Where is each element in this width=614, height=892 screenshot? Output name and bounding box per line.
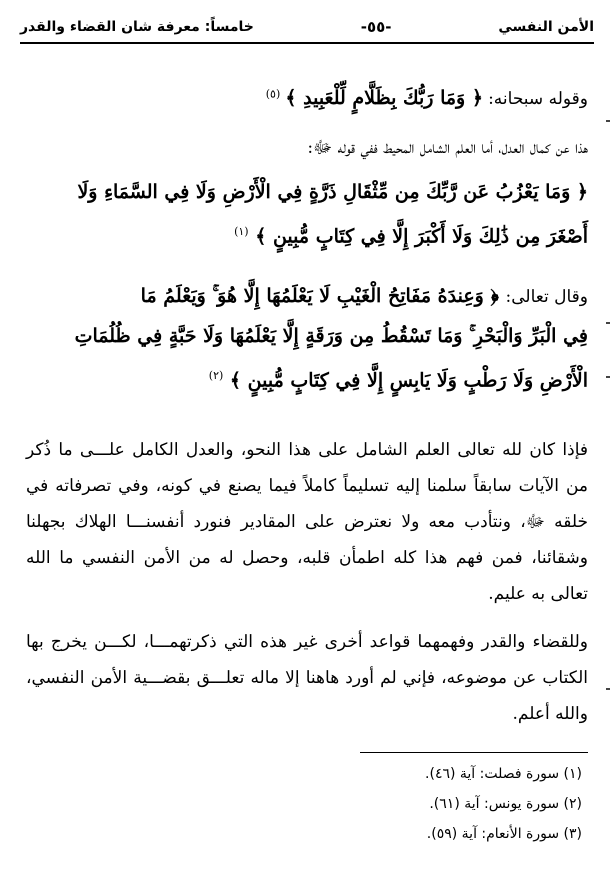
footnote-rule	[360, 752, 588, 753]
header-book-title: الأمن النفسي	[498, 19, 594, 35]
verse-1	[26, 172, 588, 256]
p1-ref: (٥)	[265, 87, 281, 101]
footnote-2: (٢) سورة يونس: آية (٦١).	[429, 796, 582, 812]
verse-1-line-2: أَصْغَرَ مِن ذَٰلِكَ وَلَا أَكْبَرَ إِلَّا فِي كِتَابٍ مُّبِينٍ ﴾	[255, 225, 588, 248]
page-number: -٥٥-	[360, 18, 392, 36]
header-chapter-title: خامساً: معرفة شان القضاء والقدر	[20, 19, 254, 35]
verse-2-line-3: الْأَرْضِ وَلَا رَطْبٍ وَلَا يَابِسٍ إِلَّا فِي كِتَابٍ مُّبِينٍ ﴾	[229, 369, 588, 392]
verse-2	[26, 276, 588, 400]
footnote-3: (٣) سورة الأنعام: آية (٥٩).	[426, 826, 582, 842]
margin-mark	[606, 376, 610, 378]
paragraph-1	[26, 78, 588, 118]
page-header	[20, 14, 594, 40]
p1-intro: وقوله سبحانه:	[488, 89, 588, 109]
p1-verse: ﴿ وَمَا رَبُّكَ بِظَلَّامٍ لِّلْعَبِيدِ ﴾	[285, 87, 483, 109]
verse-1-line-1: ﴿ وَمَا يَعْزُبُ عَن رَّبِّكَ مِن مِّثْقَالِ ذَرَّةٍ فِي الْأَرْضِ وَلَا فِي السَّمَاءِ وَلَا	[77, 181, 588, 203]
paragraph-4: وللقضاء والقدر وفهمهما قواعد أخرى غير هذه التي ذكرتهمـــا، لكـــن يخرج بها الكتاب عن موضوعه، فإني لم أورد هاهنا إلا ماله تعلـــق بقضـــية الأمن النفسي، والله أعلم.	[26, 632, 588, 724]
verse-2-ref: (٢)	[208, 369, 224, 382]
paragraph-3: فإذا كان لله تعالى العلم الشامل على هذا النحو، والعدل الكامل علـــى ما ذُكر من الآيات سابقاً سلمنا إليه تسليماً كاملاً فيما يصنع في كونه، وفي تصرفاته في خلقه ﷻ، ونتأدب معه ولا نعترض على المقادير فنورد أنفسنـــا الهلاك بجهلنا وشقائنا، فمن فهم هذا كله اطمأن قلبه، وحصل له من الأمن النفسي ما الله تعالى به عليم.	[26, 440, 588, 604]
margin-mark	[606, 322, 610, 324]
footnote-1: (١) سورة فصلت: آية (٤٦).	[425, 766, 582, 782]
verse-2-intro: وقال تعالى:	[505, 287, 588, 307]
verse-1-ref: (١)	[234, 225, 249, 238]
verse-2-line-2: فِي الْبَرِّ وَالْبَحْرِ ۚ وَمَا تَسْقُطُ مِن وَرَقَةٍ إِلَّا يَعْلَمُهَا وَلَا حَبَّةٍ فِي ظُلُمَاتِ	[74, 325, 588, 347]
verse-2-line-1: ﴿ وَعِندَهُ مَفَاتِحُ الْغَيْبِ لَا يَعْلَمُهَا إِلَّا هُوَ ۚ وَيَعْلَمُ مَا	[140, 285, 499, 307]
margin-mark	[606, 120, 610, 122]
paragraph-2: هذا عن كمال العدل، أما العلم الشامل المحيط ففي قوله ﷻ:	[307, 138, 588, 158]
margin-mark	[606, 688, 610, 690]
header-rule	[20, 42, 594, 44]
